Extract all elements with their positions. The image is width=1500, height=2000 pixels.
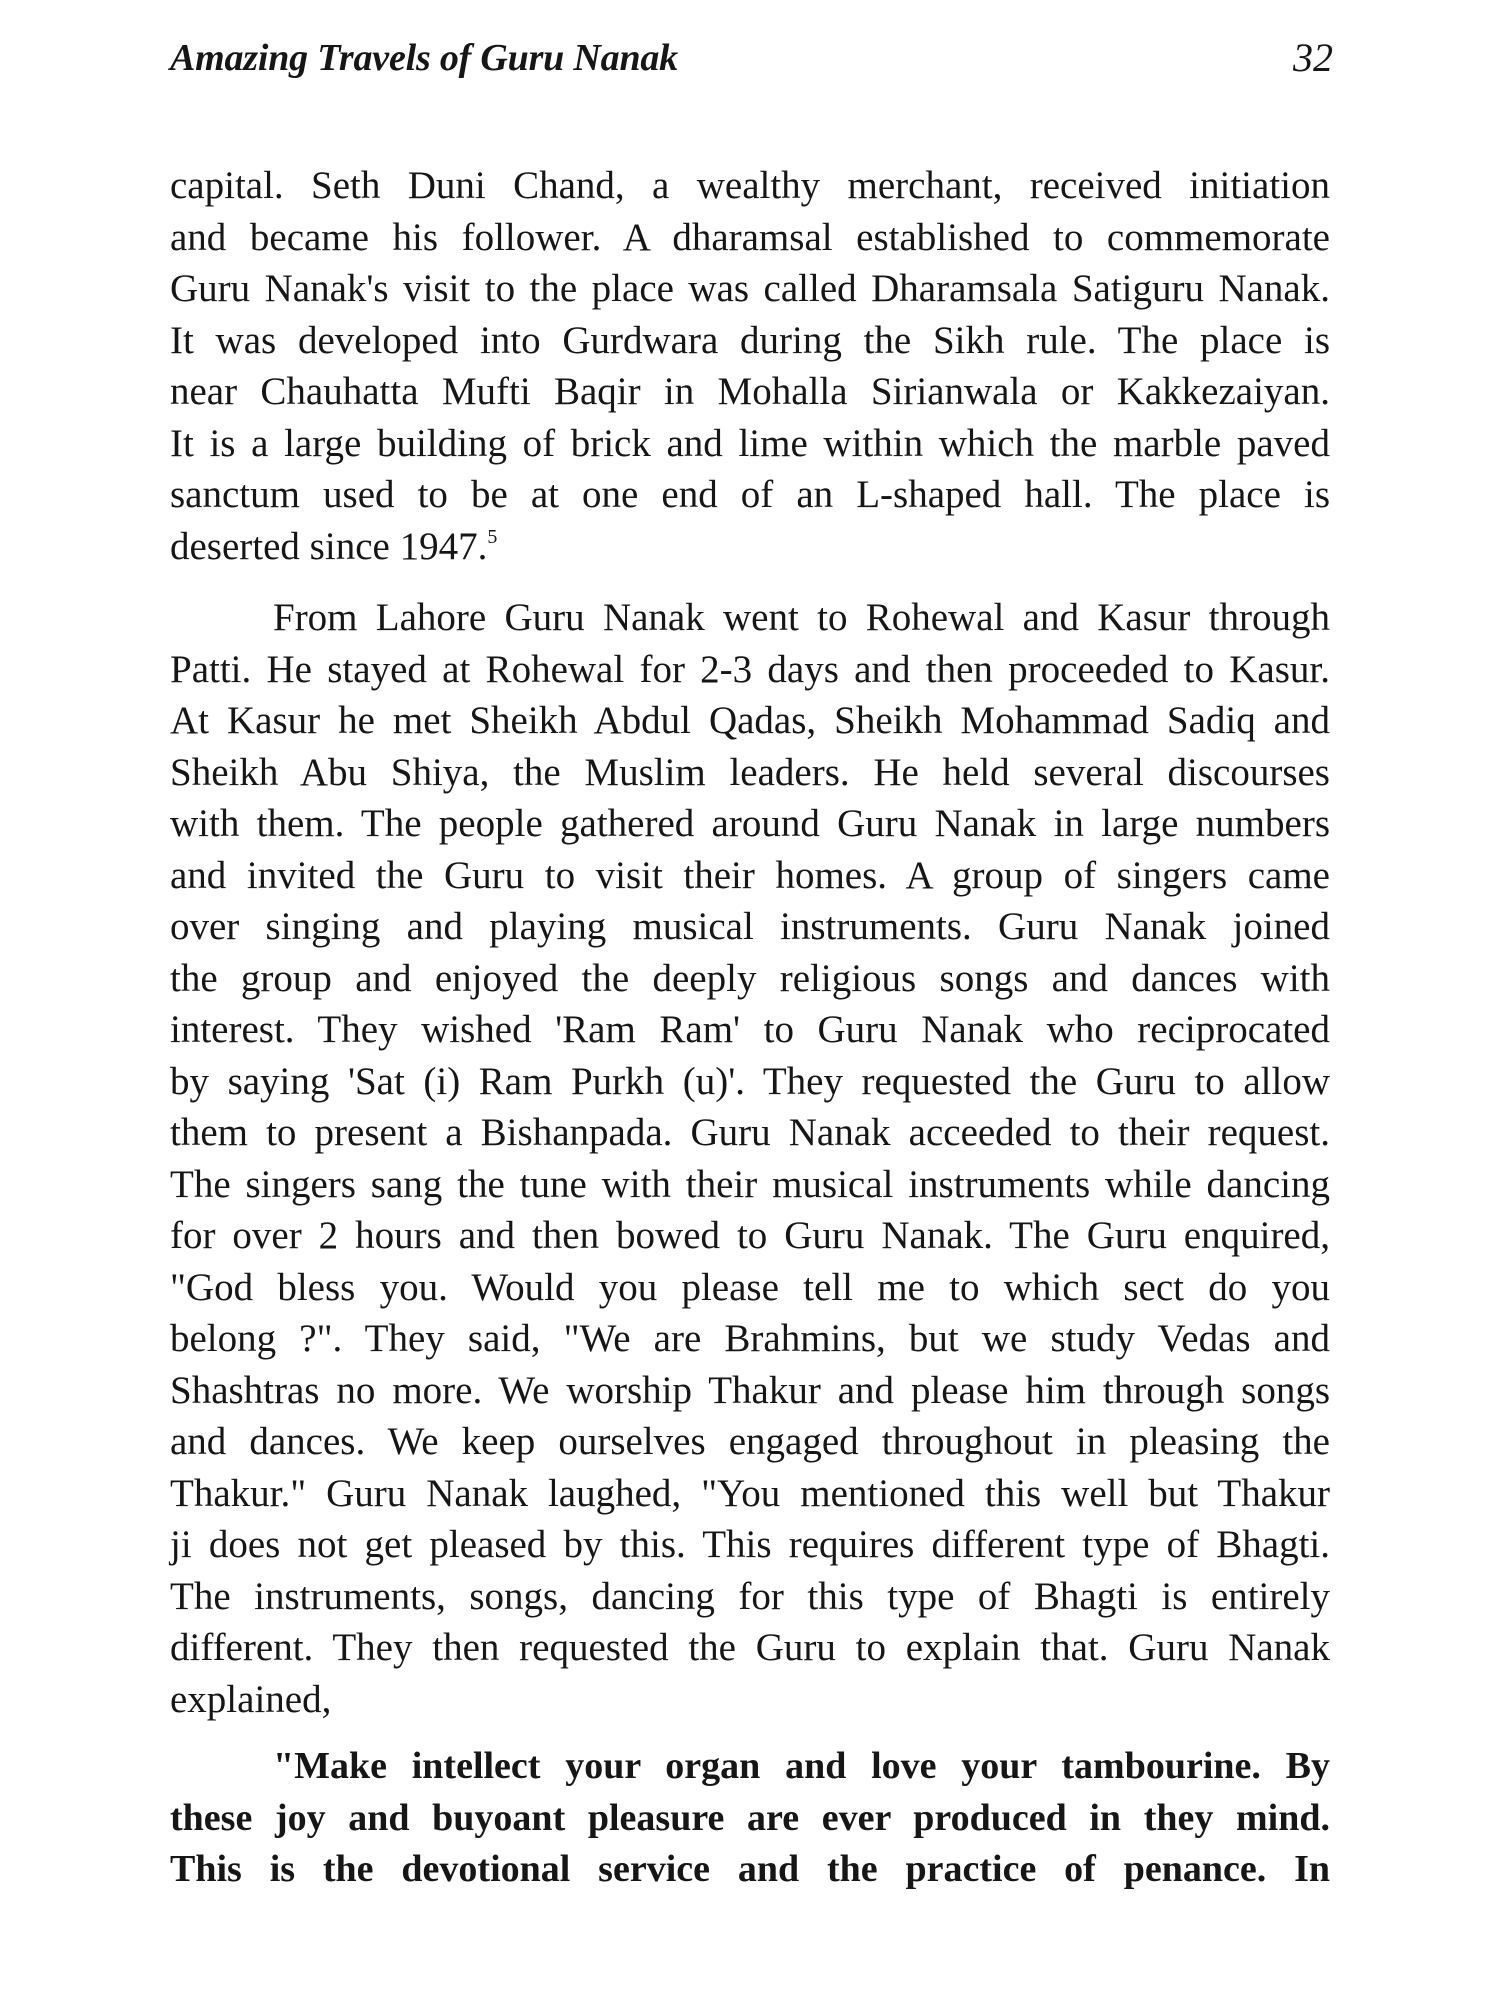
text-line: near Chauhatta Mufti Baqir in Mohalla Sirianwala or Kakkezaiyan. <box>170 370 1330 413</box>
book-title: Amazing Travels of Guru Nanak <box>170 37 678 79</box>
body-text <box>170 160 1330 1896</box>
text-line: and became his follower. A dharamsal established to commemorate <box>170 215 1330 259</box>
text-line: over singing and playing musical instruments. Guru Nanak joined <box>170 905 1330 948</box>
paragraph-2 <box>170 592 1330 1725</box>
text-line: sanctum used to be at one end of an L-shaped hall. The place is <box>170 473 1330 516</box>
text-line: It was developed into Gurdwara during the Sikh rule. The place is <box>170 318 1330 362</box>
text-line-last: explained, <box>170 1677 332 1721</box>
text-line: interest. They wished 'Ram Ram' to Guru Nanak who reciprocated <box>170 1008 1330 1051</box>
text-line: for over 2 hours and then bowed to Guru Nanak. The Guru enquired, <box>170 1214 1330 1257</box>
text-line: ji does not get pleased by this. This requires different type of Bhagti. <box>170 1523 1330 1566</box>
footnote-reference: 5 <box>487 525 498 548</box>
text-line: Patti. He stayed at Rohewal for 2-3 days and then proceeded to Kasur. <box>170 647 1330 691</box>
paragraph-1 <box>170 160 1330 572</box>
text-line: them to present a Bishanpada. Guru Nanak acceeded to their request. <box>170 1111 1330 1154</box>
page-number: 32 <box>1293 35 1333 80</box>
text-line: The instruments, songs, dancing for this type of Bhagti is entirely <box>170 1574 1330 1618</box>
text-line: Shashtras no more. We worship Thakur and please him through songs <box>170 1368 1330 1412</box>
quotation-paragraph <box>170 1741 1330 1896</box>
quote-line: This is the devotional service and the practice of penance. In <box>170 1848 1330 1890</box>
quote-line-indented: "Make intellect your organ and love your tambourine. By <box>273 1745 1330 1787</box>
text-line: belong ?". They said, "We are Brahmins, but we study Vedas and <box>170 1317 1330 1360</box>
text-line: At Kasur he met Sheikh Abdul Qadas, Sheikh Mohammad Sadiq and <box>170 699 1330 742</box>
text-line: Guru Nanak's visit to the place was called Dharamsala Satiguru Nanak. <box>170 267 1330 310</box>
text-line: Sheikh Abu Shiya, the Muslim leaders. He held several discourses <box>170 750 1330 794</box>
text-line: with them. The people gathered around Guru Nanak in large numbers <box>170 802 1330 845</box>
text-line-indented: From Lahore Guru Nanak went to Rohewal and Kasur through <box>273 596 1330 639</box>
text-line: capital. Seth Duni Chand, a wealthy merchant, received initiation <box>170 164 1330 207</box>
text-line: Thakur." Guru Nanak laughed, "You mentioned this well but Thakur <box>170 1471 1330 1515</box>
text-line: The singers sang the tune with their musical instruments while dancing <box>170 1162 1330 1206</box>
quote-line: these joy and buyoant pleasure are ever produced in they mind. <box>170 1796 1330 1839</box>
text-line: different. They then requested the Guru to explain that. Guru Nanak <box>170 1626 1330 1669</box>
text-line: and dances. We keep ourselves engaged throughout in pleasing the <box>170 1420 1330 1463</box>
text-line: and invited the Guru to visit their homes. A group of singers came <box>170 853 1330 897</box>
text-line: by saying 'Sat (i) Ram Purkh (u)'. They requested the Guru to allow <box>170 1059 1330 1103</box>
running-header <box>170 30 1333 86</box>
text-line-last <box>170 521 1330 573</box>
text-line: "God bless you. Would you please tell me to which sect do you <box>170 1265 1330 1309</box>
text-line: It is a large building of brick and lime within which the marble paved <box>170 421 1330 465</box>
text-line-content: deserted since 1947. <box>170 524 488 568</box>
text-line: the group and enjoyed the deeply religious songs and dances with <box>170 956 1330 1000</box>
